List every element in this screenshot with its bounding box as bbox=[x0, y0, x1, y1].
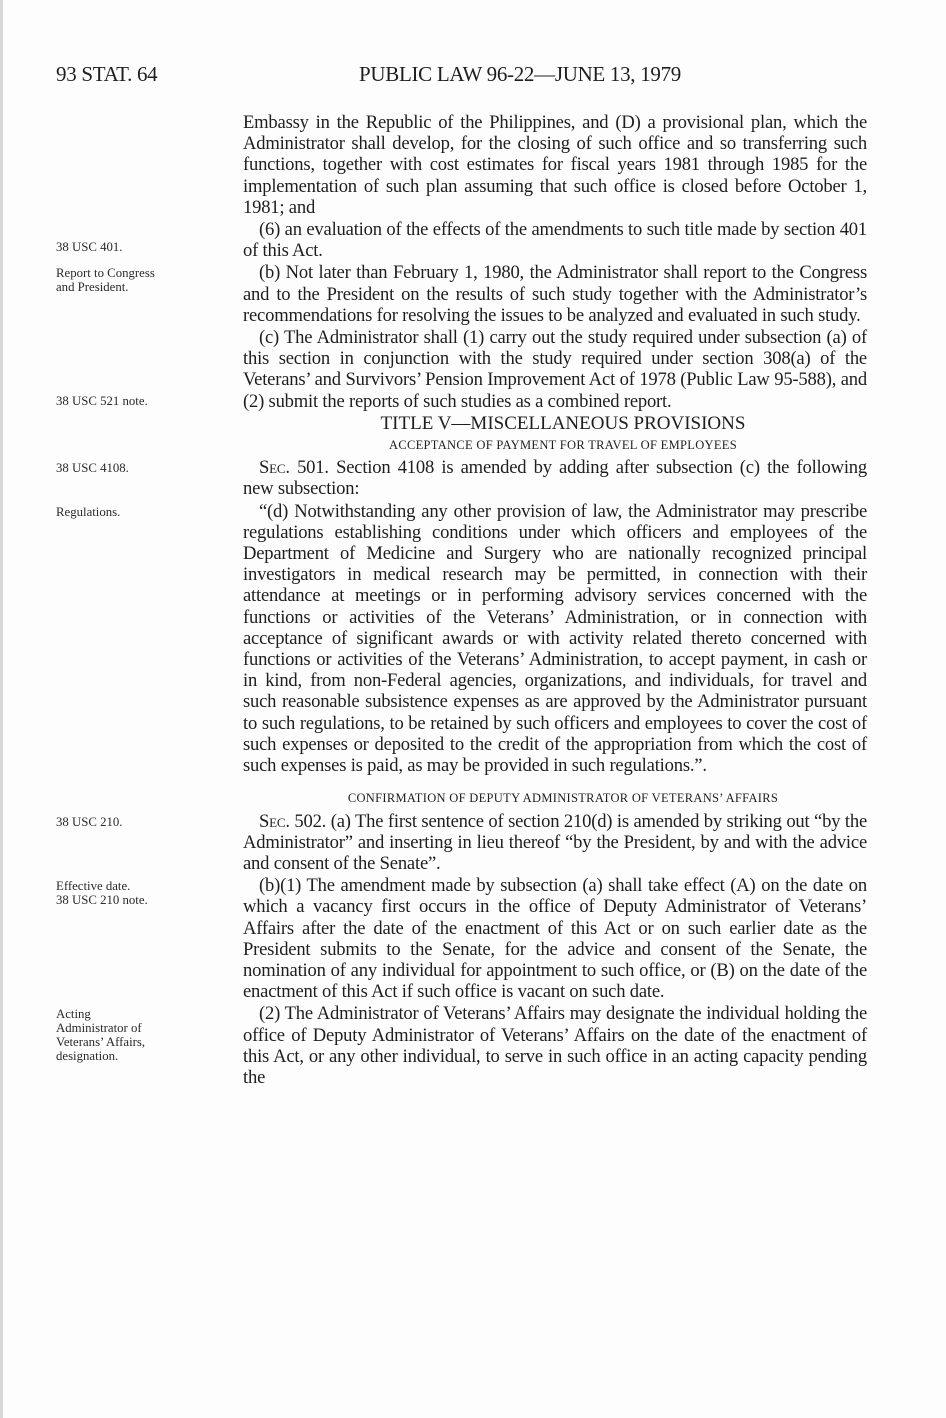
paragraph-c-text: (c) The Administrator shall (1) carry out the study required under subsection (a) of this section in conjunction with the study required under section 308(a) of the Veterans’ and Survivors’ Pension Improvement Act of 1978 (Public Law 95-588), and (2) submit the reports of such studies as a combined report. bbox=[243, 327, 867, 412]
margin-note-usc210: 38 USC 210. bbox=[56, 814, 123, 829]
section-501-text: Section 4108 is amended by adding after subsection (c) the following new subsection: bbox=[243, 457, 867, 500]
margin-note-usc401: 38 USC 401. bbox=[56, 240, 123, 255]
paragraph-d bbox=[56, 500, 867, 777]
margin-note-usc4108: 38 USC 4108. bbox=[56, 461, 129, 476]
section-502 bbox=[56, 810, 867, 875]
margin-note-usc210note: 38 USC 210 note. bbox=[56, 893, 148, 908]
paragraph-c bbox=[56, 327, 867, 412]
section-501-label: Sec. 501. bbox=[259, 457, 329, 479]
paragraph-b-text: (b) Not later than February 1, 1980, the Administrator shall report to the Congress and to the President on the results of such study together with the Administrator’s recommendations for resolving the issues to be analyzed and evaluated in such study. bbox=[243, 262, 867, 326]
document-body bbox=[56, 112, 867, 1089]
paragraph-6 bbox=[56, 219, 867, 262]
margin-note-effective: Effective date. bbox=[56, 879, 131, 894]
section-502-text: (a) The first sentence of section 210(d) is amended by striking out “by the Administrator” and inserting in lieu thereof “by the President, by and with the advice and consent of the Senate”. bbox=[243, 810, 867, 874]
paragraph-b2-text: (2) The Administrator of Veterans’ Affairs may designate the individual holding the office of Deputy Administrator of Veterans’ Affairs on the date of the enactment of this Act, or any other individual, to serve in such office in an acting capacity pending the bbox=[243, 1003, 867, 1088]
margin-note-regulations: Regulations. bbox=[56, 504, 121, 519]
section-501 bbox=[56, 457, 867, 500]
margin-note-usc521: 38 USC 521 note. bbox=[56, 394, 148, 409]
page-edge bbox=[0, 0, 3, 1418]
title-heading: TITLE V—MISCELLANEOUS PROVISIONS bbox=[380, 412, 746, 434]
paragraph-continuation: Embassy in the Republic of the Philippines, and (D) a provisional plan, which the Administrator shall develop, for the closing of such office and so transferring such functions, together with cost estimates for fiscal years 1981 through 1985 for the implementation of such plan assuming that such office is closed before October 1, 1981; and bbox=[243, 112, 867, 218]
paragraph-b1-text: (b)(1) The amendment made by subsection (a) shall take effect (A) on the date on which a vacancy first occurs in the office of Deputy Administrator of Veterans’ Affairs after the date of the enactment of this Act or on such earlier date as the President submits to the Senate, for the advice and consent of the Senate, the nomination of any individual for appointment to such office, or (B) on the date of the enactment of this Act if such office is vacant on such date. bbox=[243, 875, 867, 1003]
paragraph-6-text: (6) an evaluation of the effects of the amendments to such title made by section 401 of this Act. bbox=[243, 219, 867, 262]
section-502-label: Sec. 502. bbox=[259, 810, 327, 832]
statute-reference: 93 STAT. 64 bbox=[56, 62, 158, 86]
running-title: PUBLIC LAW 96-22—JUNE 13, 1979 bbox=[359, 62, 682, 86]
paragraph-b2 bbox=[56, 1003, 867, 1088]
section-heading-502: CONFIRMATION OF DEPUTY ADMINISTRATOR OF VETERANS’ AFFAIRS bbox=[347, 791, 779, 806]
margin-note-report: Report to Congress and President. bbox=[56, 266, 155, 295]
section-heading-501: ACCEPTANCE OF PAYMENT FOR TRAVEL OF EMPLOYEES bbox=[389, 438, 737, 453]
margin-note-acting: Acting Administrator of Veterans’ Affairs, designation. bbox=[56, 1007, 146, 1064]
paragraph-d-text: “(d) Notwithstanding any other provision of law, the Administrator may prescribe regulations establishing conditions under which officers and employees of the Department of Medicine and Surgery who are nationally recognized principal investigators in medical research may be permitted, in connection with their attendance at meetings or in performing advisory services concerned with the functions or activities of the Veterans’ Administration, or in connection with acceptance of significant awards or with activity related thereto concerned with functions or activities of the Veterans’ Administration, to accept payment, in cash or in kind, from non-Federal agencies, organizations, and individuals, for travel and such reasonable subsistence expenses as are approved by the Administrator pursuant to such regulations, to be retained by such officers and employees to cover the cost of such expenses or deposited to the credit of the appropriation from which the cost of such expenses is paid, as may be provided in such regulations.”. bbox=[243, 500, 867, 777]
paragraph-b bbox=[56, 262, 867, 326]
paragraph-b1 bbox=[56, 875, 867, 1003]
